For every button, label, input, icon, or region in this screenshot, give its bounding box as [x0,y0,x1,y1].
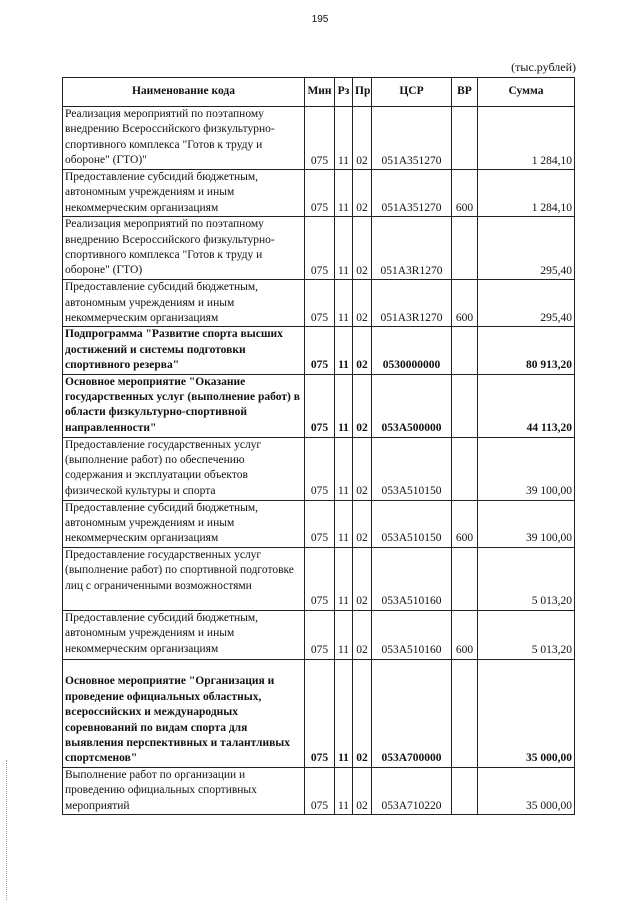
row-pr: 02 [353,327,372,374]
table-row [63,107,575,170]
row-name: Предоставление субсидий бюджетным, автономным учреждениям и иным некоммерческим организациям [63,610,305,659]
row-min: 075 [305,280,335,327]
header-rz: Рз [335,78,353,107]
row-min: 075 [305,217,335,280]
table-row [63,547,575,610]
row-sum: 5 013,20 [478,610,575,659]
row-min: 075 [305,547,335,610]
row-csr: 053A510150 [372,437,452,500]
row-rz: 11 [335,767,353,814]
row-sum: 35 000,00 [478,659,575,767]
row-min: 075 [305,374,335,437]
table-row [63,610,575,659]
row-rz: 11 [335,374,353,437]
row-csr: 051A3R1270 [372,217,452,280]
table-row [63,659,575,767]
page-number: 195 [311,14,329,25]
table-header-row [63,78,575,107]
row-pr: 02 [353,767,372,814]
header-vr: ВР [452,78,478,107]
row-rz: 11 [335,327,353,374]
row-name: Реализация мероприятий по поэтапному внедрению Всероссийского физкультурно-спортивного комплекса "Готов к труду и обороне" (ГТО) [63,217,305,280]
row-pr: 02 [353,374,372,437]
row-csr: 053A700000 [372,659,452,767]
row-name: Основное мероприятие "Оказание государственных услуг (выполнение работ) в области физкультурно-спортивной направленности" [63,374,305,437]
budget-table [62,77,575,815]
row-sum: 44 113,20 [478,374,575,437]
header-csr: ЦСР [372,78,452,107]
row-min: 075 [305,327,335,374]
row-pr: 02 [353,659,372,767]
row-rz: 11 [335,170,353,217]
row-min: 075 [305,659,335,767]
row-csr: 053A510150 [372,500,452,547]
header-sum: Сумма [478,78,575,107]
row-vr [452,767,478,814]
row-sum: 1 284,10 [478,107,575,170]
row-sum: 35 000,00 [478,767,575,814]
row-pr: 02 [353,280,372,327]
row-sum: 80 913,20 [478,327,575,374]
row-pr: 02 [353,437,372,500]
row-rz: 11 [335,500,353,547]
table-row [63,170,575,217]
table-row [63,374,575,437]
table-row [63,767,575,814]
row-rz: 11 [335,610,353,659]
row-min: 075 [305,767,335,814]
row-pr: 02 [353,547,372,610]
row-name: Предоставление государственных услуг (выполнение работ) по обеспечению содержания и эксплуатации объектов физической культуры и спорта [63,437,305,500]
row-name: Предоставление субсидий бюджетным, автономным учреждениям и иным некоммерческим организациям [63,500,305,547]
row-name: Основное мероприятие "Организация и проведение официальных областных, всероссийских и международных соревнований по видам спорта для выявления перспективных и талантливых спортсменов" [63,659,305,767]
table-row [63,500,575,547]
row-pr: 02 [353,170,372,217]
header-name: Наименование кода [63,78,305,107]
row-vr [452,437,478,500]
row-min: 075 [305,170,335,217]
table-row [63,280,575,327]
table-row [63,437,575,500]
row-vr: 600 [452,500,478,547]
row-csr: 0530000000 [372,327,452,374]
table-row [63,327,575,374]
row-csr: 053A510160 [372,547,452,610]
row-vr [452,107,478,170]
row-name: Реализация мероприятий по поэтапному внедрению Всероссийского физкультурно-спортивного комплекса "Готов к труду и обороне" (ГТО)" [63,107,305,170]
row-min: 075 [305,437,335,500]
row-name: Предоставление государственных услуг (выполнение работ) по спортивной подготовке лиц с ограниченными возможностями [63,547,305,610]
row-vr [452,374,478,437]
row-vr: 600 [452,170,478,217]
row-csr: 053A510160 [372,610,452,659]
row-vr [452,659,478,767]
row-rz: 11 [335,659,353,767]
units-label: (тыс.рублей) [511,60,576,74]
scan-fold-line [6,760,7,900]
table-row [63,217,575,280]
row-rz: 11 [335,107,353,170]
row-pr: 02 [353,217,372,280]
row-min: 075 [305,107,335,170]
row-pr: 02 [353,610,372,659]
row-pr: 02 [353,107,372,170]
row-sum: 39 100,00 [478,437,575,500]
row-sum: 295,40 [478,280,575,327]
row-csr: 053A710220 [372,767,452,814]
row-rz: 11 [335,217,353,280]
row-sum: 1 284,10 [478,170,575,217]
row-vr: 600 [452,280,478,327]
row-rz: 11 [335,437,353,500]
row-vr [452,217,478,280]
row-rz: 11 [335,280,353,327]
row-min: 075 [305,500,335,547]
row-name: Предоставление субсидий бюджетным, автономным учреждениям и иным некоммерческим организациям [63,280,305,327]
header-pr: Пр [353,78,372,107]
row-sum: 39 100,00 [478,500,575,547]
row-name: Подпрограмма "Развитие спорта высших достижений и системы подготовки спортивного резерва" [63,327,305,374]
header-min: Мин [305,78,335,107]
row-pr: 02 [353,500,372,547]
row-sum: 295,40 [478,217,575,280]
row-min: 075 [305,610,335,659]
row-name: Выполнение работ по организации и проведению официальных спортивных мероприятий [63,767,305,814]
row-sum: 5 013,20 [478,547,575,610]
row-rz: 11 [335,547,353,610]
row-csr: 051A351270 [372,170,452,217]
row-vr: 600 [452,610,478,659]
row-csr: 053A500000 [372,374,452,437]
row-vr [452,327,478,374]
row-csr: 051A3R1270 [372,280,452,327]
row-csr: 051A351270 [372,107,452,170]
row-vr [452,547,478,610]
row-name: Предоставление субсидий бюджетным, автономным учреждениям и иным некоммерческим организациям [63,170,305,217]
